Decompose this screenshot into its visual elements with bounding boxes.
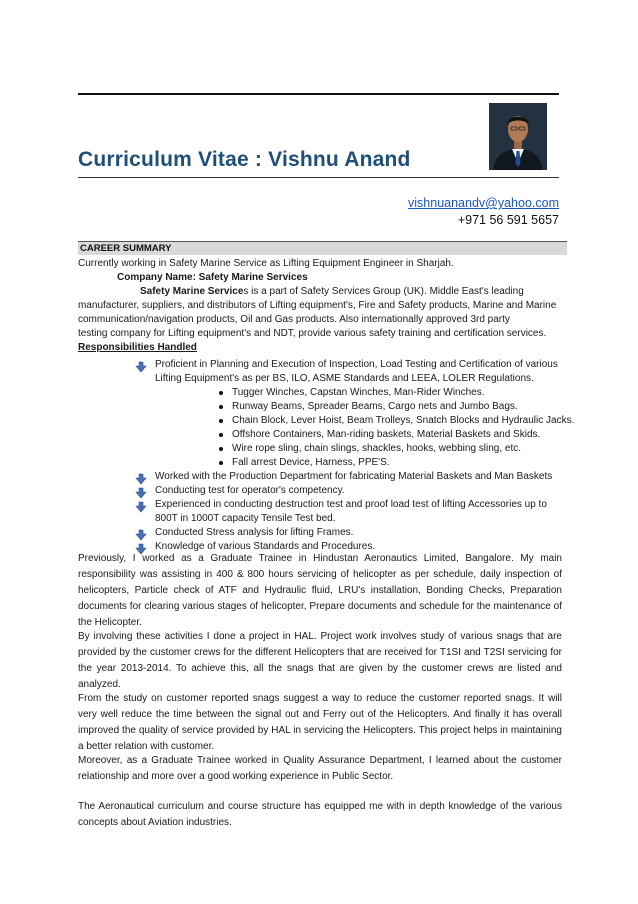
responsibility-item-continued: 800T in 1000T capacity Tensile Test bed. (155, 513, 336, 524)
section-heading-career-summary: CAREER SUMMARY (78, 241, 567, 255)
page-title: Curriculum Vitae : Vishnu Anand (78, 148, 411, 171)
company-desc-text: s is a part of Safety Services Group (UK). Middle East's leading (243, 286, 524, 297)
study-paragraph: From the study on customer reported snags suggest a way to reduce the customer reported snags. It will very well reduce the time between the signal out and Ferry out of the Helicopters. And finally it has overall improved the quality of service provided by HAL in servicing the Helicopters. This project helps in maintaining a better relation with customer. (78, 693, 562, 752)
bullet-dot (219, 461, 223, 465)
project-paragraph: By involving these activities I done a project in HAL. Project work involves study of various snags that are provided by the customer crews for the different Helicopters that are received for T1SI and T2SI servicing for the year 2013-2014. To achieve this, all the snags that are given by the customer crews are listed and analyzed. (78, 631, 562, 690)
title-rule (78, 177, 559, 178)
bullet-dot (219, 405, 223, 409)
sub-item: Offshore Containers, Man-riding baskets, Material Baskets and Skids. (232, 429, 541, 440)
responsibility-item: Conducted Stress analysis for lifting Frames. (155, 527, 354, 538)
bullet-dot (219, 433, 223, 437)
bullet-dot (219, 447, 223, 451)
summary-line: Currently working in Safety Marine Service as Lifting Equipment Engineer in Sharjah. (78, 258, 454, 269)
summary-line: manufacturer, suppliers, and distributors of Lifting equipment's, Fire and Safety products, Marine and Marine (78, 300, 557, 311)
quality-paragraph: Moreover, as a Graduate Trainee worked in Quality Assurance Department, I learned about the customer relationship and more over a good working experience in Public Sector. (78, 755, 562, 782)
bullet-dot (219, 419, 223, 423)
responsibility-item: Knowledge of various Standards and Procedures. (155, 541, 376, 552)
company-name: Company Name: Safety Marine Services (117, 272, 308, 283)
down-arrow-bullet-icon (135, 473, 147, 485)
down-arrow-bullet-icon (135, 487, 147, 499)
profile-photo (489, 103, 547, 170)
down-arrow-bullet-icon (135, 529, 147, 541)
responsibility-item: Experienced in conducting destruction test and proof load test of lifting Accessories up to (155, 499, 547, 510)
phone-number: +971 56 591 5657 (457, 213, 559, 227)
sub-item: Chain Block, Lever Hoist, Beam Trolleys, Snatch Blocks and Hydraulic Jacks. (232, 415, 575, 426)
bullet-dot (219, 391, 223, 395)
company-bold-text: Safety Marine Service (140, 286, 244, 297)
summary-line: communication/navigation products, Oil and Gas products. Also internationally approved 3rd party (78, 314, 510, 325)
down-arrow-bullet-icon (135, 361, 147, 373)
down-arrow-bullet-icon (135, 501, 147, 513)
email-link[interactable]: vishnuanandv@yahoo.com (408, 196, 559, 210)
responsibility-item: Conducting test for operator's competency. (155, 485, 345, 496)
sub-item: Fall arrest Device, Harness, PPE'S. (232, 457, 390, 468)
curriculum-paragraph: The Aeronautical curriculum and course structure has equipped me with in depth knowledge of the various concepts about Aviation industries. (78, 801, 562, 828)
responsibilities-heading: Responsibilities Handled (78, 342, 197, 353)
responsibility-item-continued: Lifting Equipment's as per BS, ILO, ASME Standards and LEEA, LOLER Regulations. (155, 373, 534, 384)
responsibility-item: Proficient in Planning and Execution of Inspection, Load Testing and Certification of various (155, 359, 558, 370)
experience-paragraph: Previously, I worked as a Graduate Trainee in Hindustan Aeronautics Limited, Bangalore. My main responsibility was assisting in 400 & 800 hours servicing of helicopter as per schedule, daily inspection of helicopters, Particle check of ATF and Hydraulic fluid, LRU's installation, Bonding Checks, Preparation documents for clearing various stages of helicopter, Prepare documents and schedule for the maintenance of the Helicopter. (78, 553, 562, 628)
responsibility-item: Worked with the Production Department for fabricating Material Baskets and Man Baskets (155, 471, 553, 482)
top-rule (78, 93, 559, 95)
sub-item: Tugger Winches, Capstan Winches, Man-Rider Winches. (232, 387, 485, 398)
sub-item: Wire rope sling, chain slings, shackles, hooks, webbing sling, etc. (232, 443, 522, 454)
company-description (140, 285, 524, 299)
sub-item: Runway Beams, Spreader Beams, Cargo nets and Jumbo Bags. (232, 401, 518, 412)
summary-line: testing company for Lifting equipment's and NDT, provide various safety training and certification services. (78, 328, 547, 339)
